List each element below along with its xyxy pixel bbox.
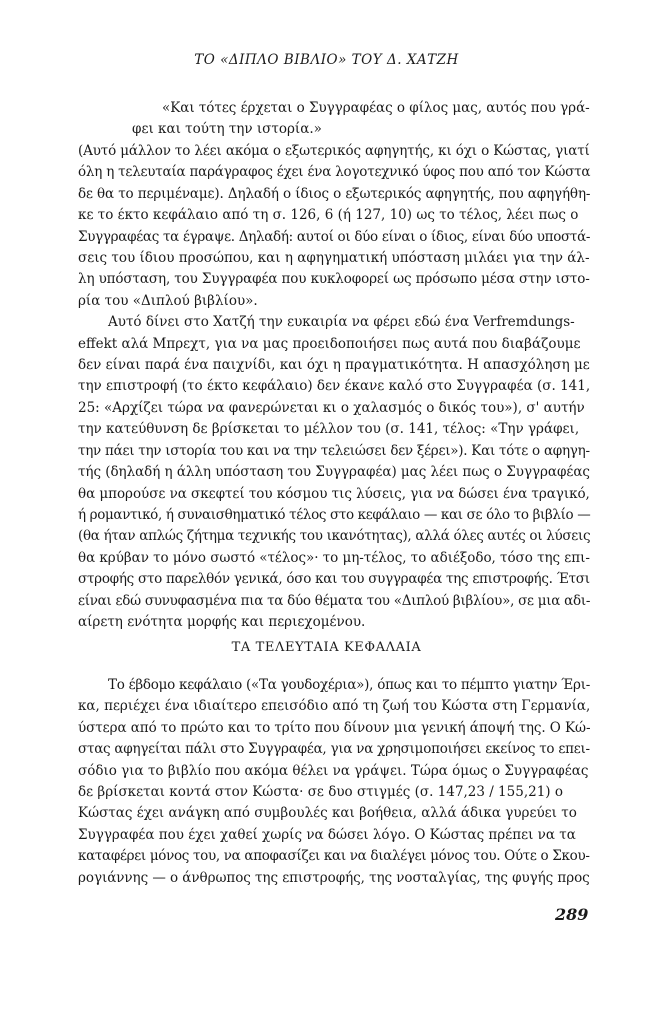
text-line: δε βρίσκεται κοντά στον Κώστα· σε δυο στιγμές (σ. 147,23 / 155,21) ο [78, 784, 563, 801]
quote-block [132, 98, 590, 141]
text-line: ρία του «Διπλού βιβλίου». [78, 292, 258, 309]
text-line: 25: «Αρχίζει τώρα να φανερώνεται κι ο χαλασμός ο δικός του»), σ' αυτήν [78, 399, 585, 416]
text-line: Το έβδομο κεφάλαιο («Τα γουδοχέρια»), όπως και το πέμπτο γιατην Έρι- [108, 677, 591, 693]
text-line: (Αυτό μάλλον το λέει ακόμα ο εξωτερικός αφηγητής, κι όχι ο Κώστας, γιατί [78, 143, 590, 159]
text-line: στας αφηγείται πάλι στο Συγγραφέα, για να χρησιμοποιήσει εκείνος το επει- [78, 741, 590, 758]
text-line: όλη η τελευταία παράγραφος έχει ένα λογοτεχνικό ύφος που από τον Κώστα [78, 164, 591, 181]
text-line: κα, περιέχει ένα ιδιαίτερο επεισόδιο από τη ζωή του Κώστα στη Γερμανία, [78, 698, 591, 715]
text-line: (θα ήταν απλώς ζήτημα τεχνικής του ικανότητας), αλλά όλες αυτές οι λύσεις [78, 528, 591, 545]
text-line: στροφής στο παρελθόν γενικά, όσο και του συγγραφέα της επιστροφής. Έτσι [78, 571, 590, 588]
text-line: θα κρύβαν το μόνο σωστό «τέλος»· το μη-τέλος, το αδιέξοδο, τόσο της επι- [78, 549, 590, 566]
text-line: Κώστας έχει ανάγκη από συμβουλές και βοήθεια, αλλά άδικα γυρεύει το [78, 805, 577, 822]
paragraph-3 [78, 675, 590, 889]
page-number: 289 [555, 905, 589, 924]
text-line: ρογιάννης — ο άνθρωπος της επιστροφής, της νοσταλγίας, της φυγής προς [78, 869, 590, 886]
text-line: την πάει την ιστορία του και να την τελειώσει δεν ξέρει»). Και τότε ο αφηγη- [78, 442, 590, 459]
section-heading: ΤΑ ΤΕΛΕΥΤΑΙΑ ΚΕΦΑΛΑΙΑ [231, 640, 422, 655]
text-line: «Και τότες έρχεται ο Συγγραφέας ο φίλος μας, αυτός που γρά- [162, 100, 590, 116]
text-line: σεις του ίδιου προσώπου, και η αφηγηματική υπόσταση μιλάει για την άλ- [78, 250, 590, 267]
text-line: δεν είναι παρά ένα παιχνίδι, και όχι η πραγματικότητα. Η απασχόληση με [78, 357, 590, 374]
text-line: ύστερα από το πρώτο και το τρίτο που δίνουν μια γενική άποψή της. Ο Κώ- [78, 719, 591, 736]
text-line: αίρετη ενότητα μορφής και περιεχομένου. [78, 613, 366, 630]
paragraph-1 [78, 141, 590, 312]
text-line: την επιστροφή (το έκτο κεφάλαιο) δεν έκανε καλό στο Συγγραφέα (σ. 141, [78, 378, 591, 395]
text-line: θα μπορούσε να σκεφτεί του κόσμου τις λύσεις, για να δώσει ένα τραγικό, [78, 485, 590, 502]
text-line: δε θα το περιμέναμε). Δηλαδή ο ίδιος ο εξωτερικός αφηγητής, που αφηγήθη- [78, 185, 591, 202]
text-line: φει και τούτη την ιστορία.» [132, 121, 322, 138]
body-text [78, 141, 590, 633]
text-line: την κατεύθυνση δε βρίσκεται το μέλλον του (σ. 141, τέλος: «Την γράφει, [78, 421, 580, 438]
paragraph-2 [78, 312, 590, 633]
text-line: Συγγραφέας τα έγραψε. Δηλαδή: αυτοί οι δύο είναι ο ίδιος, είναι δύο υποστά- [78, 228, 591, 245]
text-line: Συγγραφέα που έχει χαθεί χωρίς να δώσει λόγο. Ο Κώστας πρέπει να τα [78, 826, 576, 843]
running-header: ΤΟ «ΔΙΠΛΟ ΒΙΒΛΙΟ» ΤΟΥ Δ. ΧΑΤΖΗ [194, 52, 459, 68]
text-line: κε το έκτο κεφάλαιο από τη σ. 126, 6 (ή 127, 10) ως το τέλος, λέει πως ο [78, 207, 579, 224]
text-line: effekt αλά Μπρεχτ, για να μας προειδοποιήσει πως αυτά που διαβάζουμε [78, 335, 581, 352]
text-line: Αυτό δίνει στο Χατζή την ευκαιρία να φέρει εδώ ένα Verfremdungs- [108, 314, 575, 331]
text-line: ή ρομαντικό, ή συναισθηματικό τέλος στο κεφάλαιο — και σε όλο το βιβλίο — [78, 506, 591, 523]
text-line: είναι εδώ συνυφασμένα πια τα δύο θέματα του «Διπλού βιβλίου», σε μια αδι- [78, 592, 591, 609]
text-line: σόδιο για το βιβλίο που ακόμα θέλει να γράψει. Τώρα όμως ο Συγγραφέας [78, 762, 589, 779]
text-line: καταφέρει μόνος του, να αποφασίζει και να διαλέγει μόνος του. Ούτε ο Σκου- [78, 848, 590, 865]
body-text-section-2 [78, 675, 590, 889]
text-line: τής (δηλαδή η άλλη υπόσταση του Συγγραφέα) μας λέει πως ο Συγγραφέας [78, 464, 590, 481]
text-line: λη υπόσταση, του Συγγραφέα που κυκλοφορεί ως πρόσωπο μέσα στην ιστο- [78, 271, 590, 288]
